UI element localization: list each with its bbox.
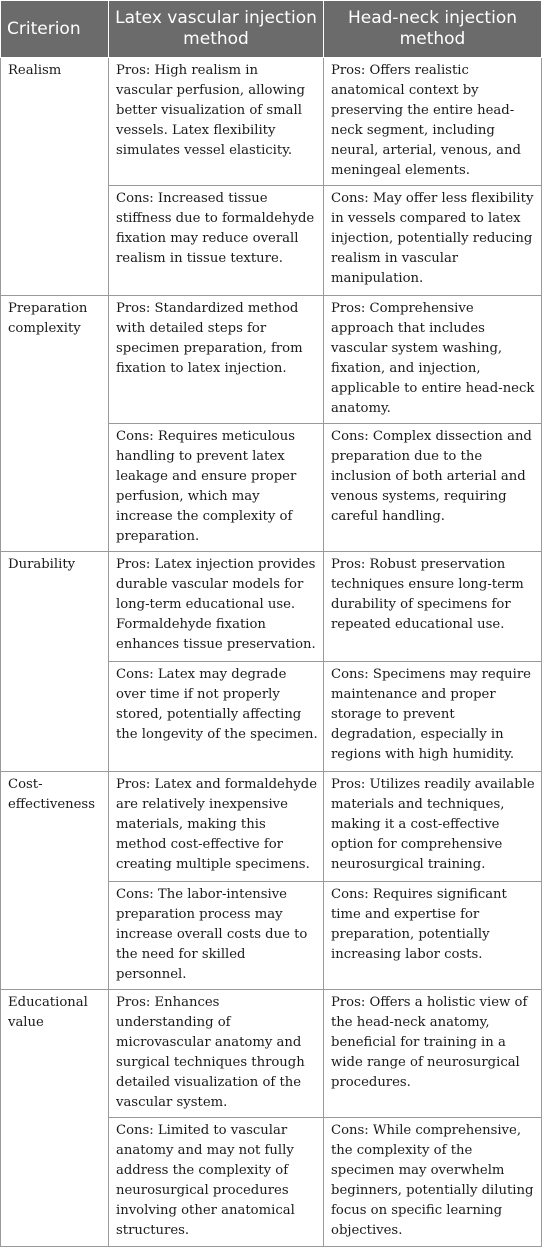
latex-cons-cell: Cons: Increased tissue stiffness due to formaldehyde fixation may reduce overall realism in tissue texture. [109,186,324,296]
latex-pros-cell: Pros: Standardized method with detailed steps for specimen preparation, from fixation to latex injection. [109,296,324,424]
latex-pros-cell: Pros: Enhances understanding of microvascular anatomy and surgical techniques through detailed visualization of the vascular system. [109,990,324,1118]
table-header [1,1,542,58]
table-row-pros [1,772,542,882]
criterion-cell: Educational value [1,990,109,1247]
head-neck-pros-cell: Pros: Offers a holistic view of the head-neck anatomy, beneficial for training in a wide range of neurosurgical procedures. [324,990,542,1118]
table-row-pros [1,296,542,424]
latex-cons-cell: Cons: The labor-intensive preparation process may increase overall costs due to the need for skilled personnel. [109,882,324,990]
head-neck-cons-cell: Cons: Requires significant time and expertise for preparation, potentially increasing labor costs. [324,882,542,990]
header-criterion: Criterion [1,1,109,58]
criterion-cell: Durability [1,552,109,772]
header-head-neck-method: Head-neck injection method [324,1,542,58]
head-neck-cons-cell: Cons: Specimens may require maintenance and proper storage to prevent degradation, especially in regions with high humidity. [324,662,542,772]
header-latex-method: Latex vascular injection method [109,1,324,58]
head-neck-pros-cell: Pros: Offers realistic anatomical context by preserving the entire head-neck segment, including neural, arterial, venous, and meningeal elements. [324,58,542,186]
latex-cons-cell: Cons: Latex may degrade over time if not properly stored, potentially affecting the longevity of the specimen. [109,662,324,772]
latex-cons-cell: Cons: Limited to vascular anatomy and may not fully address the complexity of neurosurgical procedures involving other anatomical structures. [109,1118,324,1247]
latex-pros-cell: Pros: Latex injection provides durable vascular models for long-term educational use. Formaldehyde fixation enhances tissue preservation. [109,552,324,662]
head-neck-pros-cell: Pros: Utilizes readily available materials and techniques, making it a cost-effective option for comprehensive neurosurgical training. [324,772,542,882]
head-neck-cons-cell: Cons: Complex dissection and preparation due to the inclusion of both arterial and venous systems, requiring careful handling. [324,424,542,552]
table-row-pros [1,58,542,186]
header-row [1,1,542,58]
latex-pros-cell: Pros: Latex and formaldehyde are relatively inexpensive materials, making this method cost-effective for creating multiple specimens. [109,772,324,882]
criterion-cell: Realism [1,58,109,296]
head-neck-cons-cell: Cons: While comprehensive, the complexity of the specimen may overwhelm beginners, potentially diluting focus on specific learning objectives. [324,1118,542,1247]
head-neck-pros-cell: Pros: Comprehensive approach that includes vascular system washing, fixation, and injection, applicable to entire head-neck anatomy. [324,296,542,424]
table-row-pros [1,990,542,1118]
table-body [1,58,542,1247]
latex-cons-cell: Cons: Requires meticulous handling to prevent latex leakage and ensure proper perfusion, which may increase the complexity of preparation. [109,424,324,552]
criterion-cell: Cost-effectiveness [1,772,109,990]
latex-pros-cell: Pros: High realism in vascular perfusion, allowing better visualization of small vessels. Latex flexibility simulates vessel elasticity. [109,58,324,186]
head-neck-cons-cell: Cons: May offer less flexibility in vessels compared to latex injection, potentially reducing realism in vascular manipulation. [324,186,542,296]
head-neck-pros-cell: Pros: Robust preservation techniques ensure long-term durability of specimens for repeated educational use. [324,552,542,662]
table-row-pros [1,552,542,662]
criterion-cell: Preparation complexity [1,296,109,552]
